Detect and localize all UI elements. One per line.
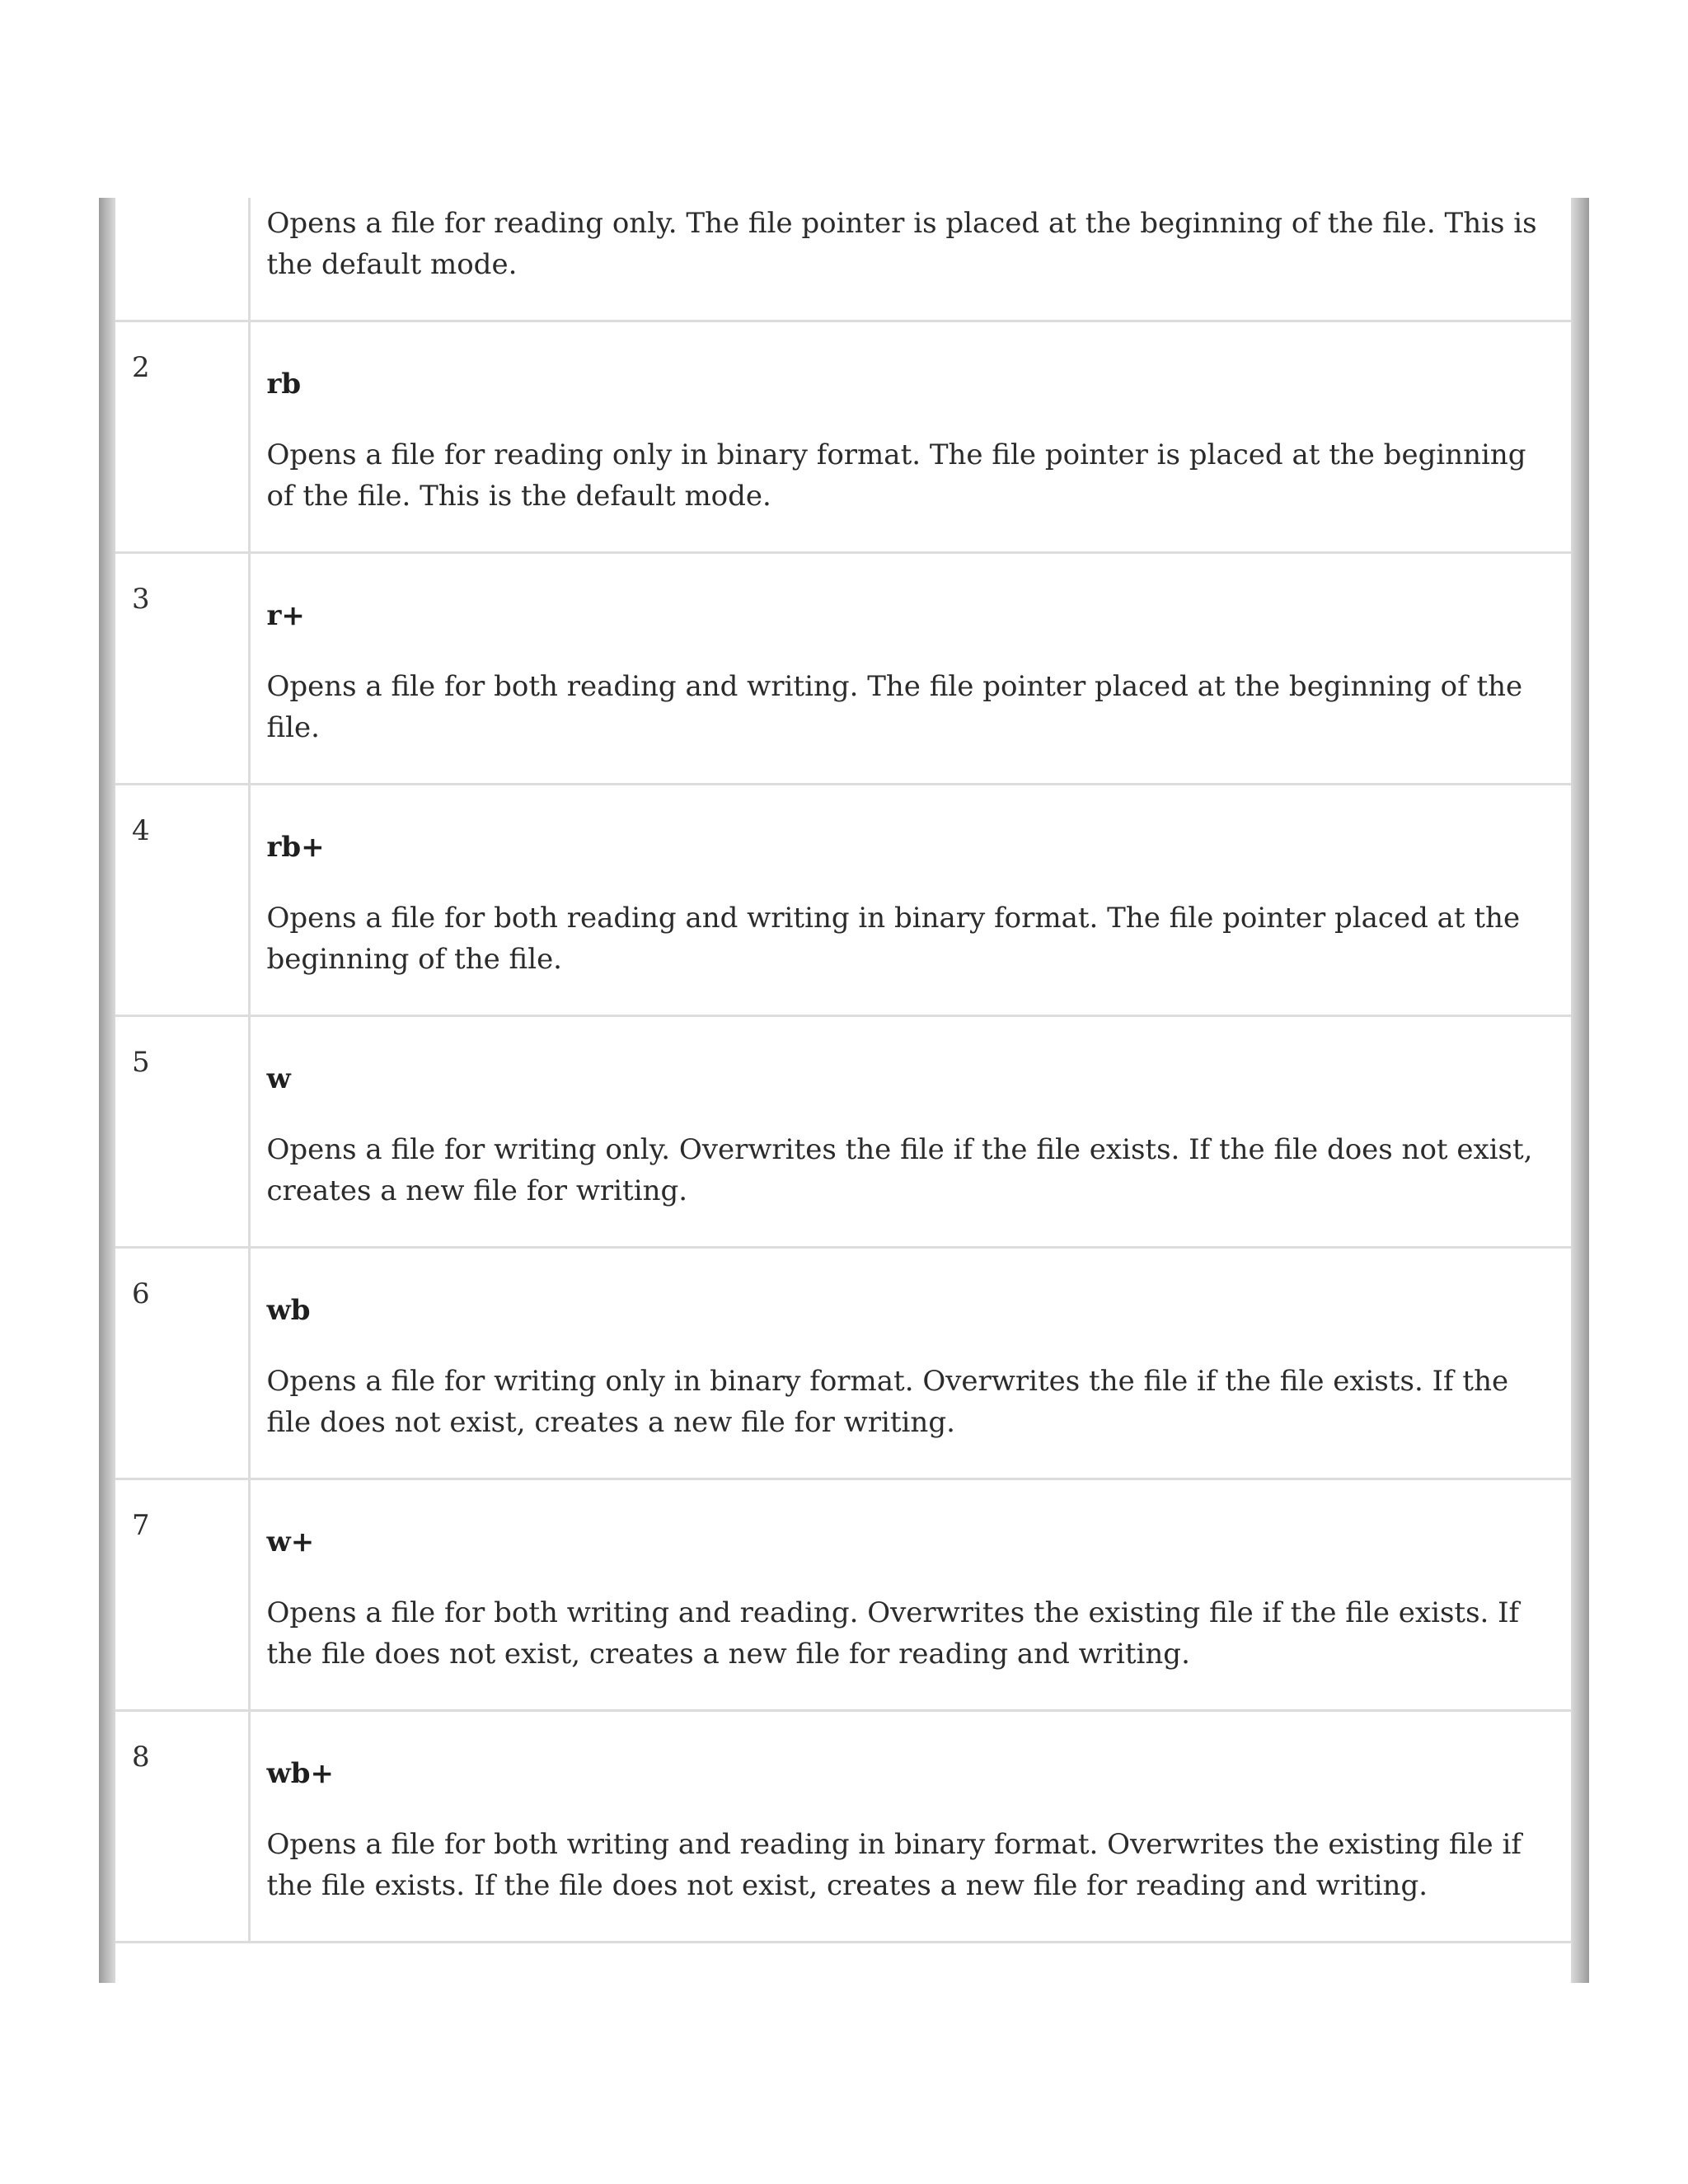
mode-description: Opens a file for reading only. The file pointer is placed at the beginning of the file. This is the default mode. bbox=[266, 207, 1537, 281]
row-content bbox=[249, 553, 1571, 785]
row-number: 3 bbox=[115, 553, 249, 785]
row-number: 5 bbox=[115, 1016, 249, 1248]
row-content bbox=[249, 1479, 1571, 1711]
table-row bbox=[115, 553, 1571, 785]
row-number: 7 bbox=[115, 1479, 249, 1711]
row-content bbox=[249, 321, 1571, 553]
file-modes-table bbox=[115, 198, 1571, 1943]
row-content bbox=[249, 1248, 1571, 1479]
row-content bbox=[249, 1016, 1571, 1248]
left-page-shadow bbox=[99, 198, 115, 1983]
table-row bbox=[115, 321, 1571, 553]
mode-name: w bbox=[266, 1062, 291, 1095]
mode-name: wb bbox=[266, 1294, 311, 1327]
row-content bbox=[249, 1711, 1571, 1943]
mode-name: rb+ bbox=[266, 831, 325, 864]
row-content bbox=[249, 198, 1571, 321]
mode-description: Opens a file for both reading and writing in binary format. The file pointer placed at the beginning of the file. bbox=[266, 902, 1521, 976]
table-row bbox=[115, 198, 1571, 321]
mode-description: Opens a file for both writing and reading in binary format. Overwrites the existing file if the file exists. If the file does not exist, creates a new file for reading and writing. bbox=[266, 1828, 1522, 1902]
mode-name: rb bbox=[266, 368, 302, 401]
right-page-shadow bbox=[1571, 198, 1589, 1983]
mode-description: Opens a file for reading only in binary format. The file pointer is placed at the beginning of the file. This is the default mode. bbox=[266, 438, 1526, 513]
table-row bbox=[115, 1479, 1571, 1711]
table-row bbox=[115, 1248, 1571, 1479]
table-row bbox=[115, 1016, 1571, 1248]
row-number: 6 bbox=[115, 1248, 249, 1479]
row-number: 2 bbox=[115, 321, 249, 553]
mode-description: Opens a file for both reading and writing. The file pointer placed at the beginning of the file. bbox=[266, 670, 1523, 744]
row-number: 4 bbox=[115, 785, 249, 1016]
mode-description: Opens a file for writing only in binary format. Overwrites the file if the file exists. If the file does not exist, creates a new file for writing. bbox=[266, 1365, 1509, 1439]
mode-description: Opens a file for writing only. Overwrites the file if the file exists. If the file does not exist, creates a new file for writing. bbox=[266, 1133, 1533, 1207]
row-content bbox=[249, 785, 1571, 1016]
mode-description: Opens a file for both writing and reading. Overwrites the existing file if the file exists. If the file does not exist, creates a new file for reading and writing. bbox=[266, 1596, 1520, 1671]
row-number: 8 bbox=[115, 1711, 249, 1943]
document-page bbox=[99, 198, 1589, 1983]
table-row bbox=[115, 785, 1571, 1016]
row-number bbox=[115, 198, 249, 321]
mode-name: wb+ bbox=[266, 1757, 335, 1790]
mode-name: w+ bbox=[266, 1526, 315, 1558]
table-row bbox=[115, 1711, 1571, 1943]
mode-name: r+ bbox=[266, 599, 305, 632]
